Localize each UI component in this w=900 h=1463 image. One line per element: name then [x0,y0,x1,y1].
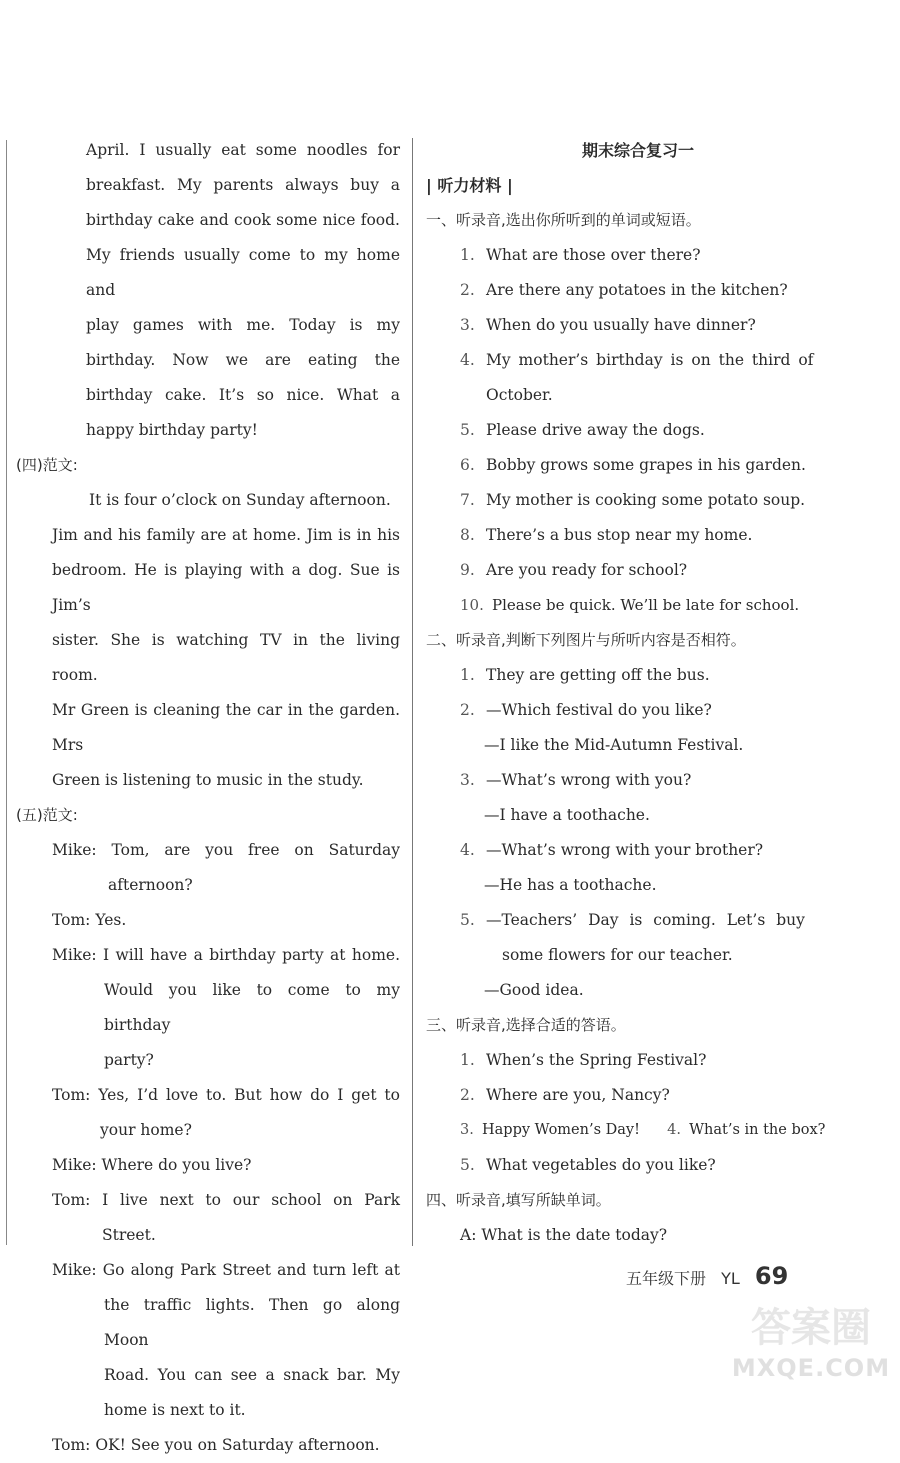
list-item: 1. They are getting off the bus. [460,666,710,684]
dialogue-line: Tom: Yes, I’d love to. But how do I get to [52,1086,400,1104]
list-item: 10. Please be quick. We’ll be late for school. [460,596,800,614]
list-item: 1. When’s the Spring Festival? [460,1051,707,1069]
list-item: 9. Are you ready for school? [460,561,688,579]
section-heading-one: 一、听录音,选出你所听到的单词或短语。 [426,211,701,229]
list-item: 1. What are those over there? [460,246,701,264]
text-line: Mr Green is cleaning the car in the garden. Mrs [52,701,400,754]
text-line: Jim and his family are at home. Jim is in his [52,526,400,544]
text-line: breakfast. My parents always buy a [86,176,400,194]
text-line: My friends usually come to my home and [86,246,400,299]
list-item: 4. My mother’s birthday is on the third of [460,351,814,369]
watermark-url: MXQE.COM [731,1354,891,1382]
dialogue-line: Tom: Yes. [52,911,127,929]
list-item: 2. Are there any potatoes in the kitchen? [460,281,788,299]
list-item: 4. —What’s wrong with your brother? [460,841,764,859]
list-item: 5. What vegetables do you like? [460,1156,716,1174]
section-label-five: (五)范文: [16,806,78,824]
section-one-items [426,238,814,623]
dialogue-line: Street. [102,1226,156,1244]
dialogue-line: Would you like to come to my birthday [104,981,400,1034]
list-item-pair: 3. Happy Women’s Day! 4. What’s in the box? [460,1122,826,1138]
list-item: 3. When do you usually have dinner? [460,316,756,334]
left-margin-rule [6,140,7,1245]
text-line: Green is listening to music in the study. [52,771,364,789]
text-line: It is four o’clock on Sunday afternoon. [89,491,391,509]
text-line: birthday cake. It’s so nice. What a [86,386,400,404]
section-three-items [426,1043,826,1183]
dialogue-line: Mike: Go along Park Street and turn left at [52,1261,400,1279]
dialogue-reply: —I have a toothache. [484,806,650,824]
text-line: birthday. Now we are eating the [86,351,400,369]
list-item-continued: some flowers for our teacher. [502,946,733,964]
section-label-four: (四)范文: [16,456,78,474]
dialogue-line: Mike: Where do you live? [52,1156,252,1174]
list-item: 8. There’s a bus stop near my home. [460,526,753,544]
section-heading-three: 三、听录音,选择合适的答语。 [426,1016,626,1034]
list-item-continued: October. [486,386,553,404]
list-item: 6. Bobby grows some grapes in his garden. [460,456,806,474]
dialogue-line: your home? [100,1121,192,1139]
text-line: play games with me. Today is my [86,316,400,334]
left-column [16,133,400,1463]
dialogue-reply: —Good idea. [484,981,584,999]
dialogue-line: home is next to it. [104,1401,246,1419]
dialogue-line: the traffic lights. Then go along Moon [104,1296,400,1349]
listening-material-tag: | 听力材料 | [426,176,513,195]
page-number: 69 [754,1262,789,1290]
page-footer [626,1262,788,1290]
edition-code: YL [721,1269,740,1288]
text-line: bedroom. He is playing with a dog. Sue is Jim’s [52,561,400,614]
dialogue-line: afternoon? [108,876,193,894]
text-line: sister. She is watching TV in the living room. [52,631,400,684]
dialogue-line: party? [104,1051,154,1069]
dialogue-line: Mike: Tom, are you free on Saturday [52,841,400,859]
essay-paragraph [16,133,400,448]
text-line: happy birthday party! [86,421,258,439]
list-item: 7. My mother is cooking some potato soup. [460,491,806,509]
model-dialogue [16,833,400,1463]
text-line: April. I usually eat some noodles for [86,141,400,159]
section-heading-two: 二、听录音,判断下列图片与所听内容是否相符。 [426,631,746,649]
grade-label: 五年级下册 [626,1269,707,1288]
watermark-text: 答案圈 [751,1305,871,1351]
list-item: 2. Where are you, Nancy? [460,1086,670,1104]
text-line: birthday cake and cook some nice food. [86,211,400,229]
model-essay-four [16,483,400,798]
dialogue-line: A: What is the date today? [460,1226,668,1244]
list-item: 5. —Teachers’ Day is coming. Let’s buy [460,911,805,929]
dialogue-line: Road. You can see a snack bar. My [104,1366,400,1384]
dialogue-line: Tom: OK! See you on Saturday afternoon. [52,1436,380,1454]
section-heading-four: 四、听录音,填写所缺单词。 [426,1191,611,1209]
column-divider [412,138,413,1246]
dialogue-reply: —I like the Mid-Autumn Festival. [484,736,744,754]
list-item: 2. —Which festival do you like? [460,701,712,719]
list-item: 5. Please drive away the dogs. [460,421,705,439]
dialogue-line: Mike: I will have a birthday party at home. [52,946,400,964]
section-two-items [426,658,810,1008]
right-column [426,133,826,1253]
watermark [728,1296,894,1384]
dialogue-line: Tom: I live next to our school on Park [52,1191,400,1209]
list-item: 3. —What’s wrong with you? [460,771,692,789]
dialogue-reply: —He has a toothache. [484,876,657,894]
review-title: 期末综合复习一 [581,141,694,160]
